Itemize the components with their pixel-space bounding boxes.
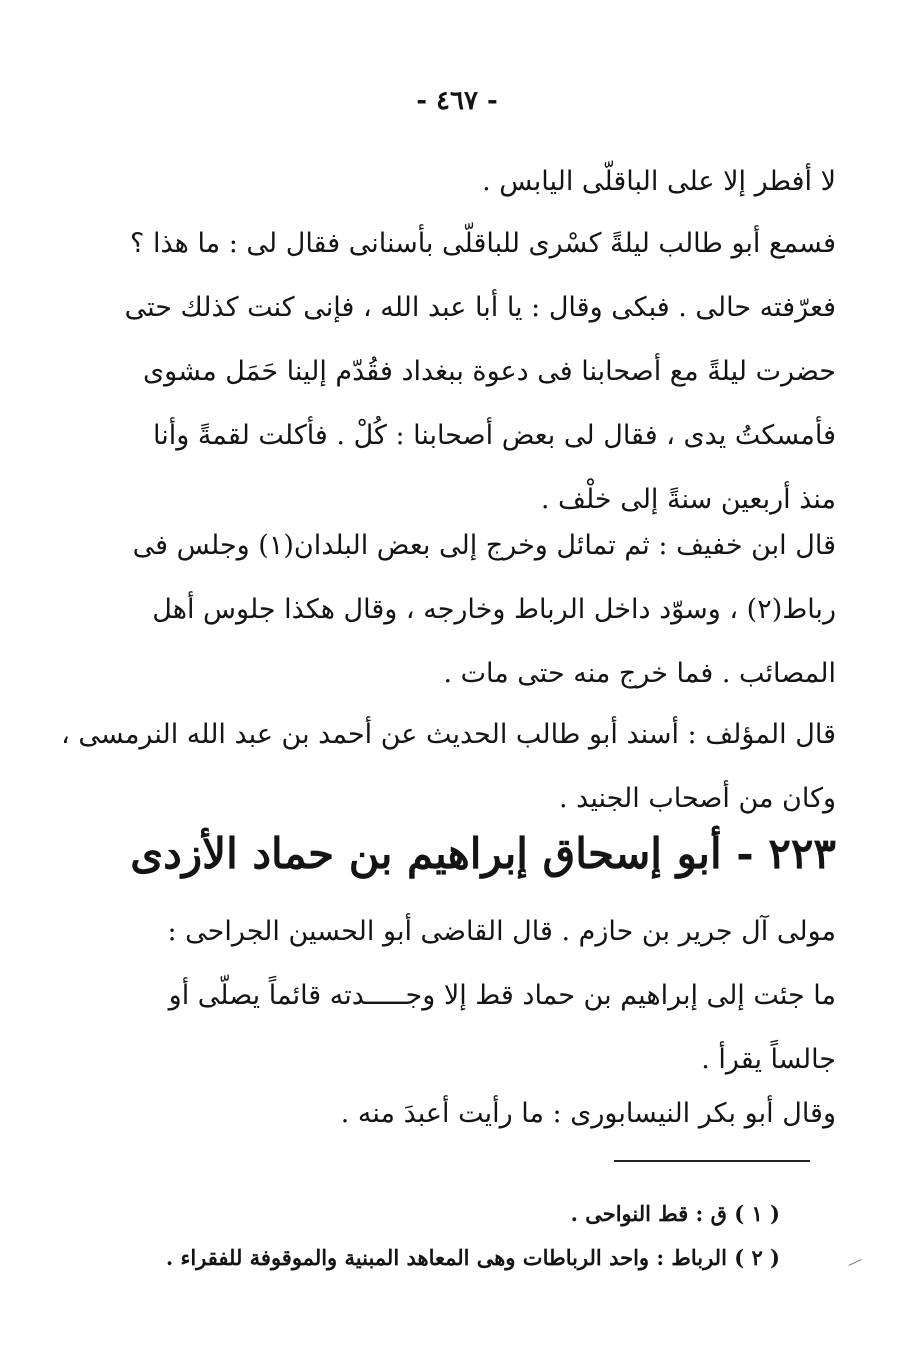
footnote: ( ٢ ) الرباط : واحد الرباطات وهى المعاهد المبنية والموقوفة للفقراء . (165, 1245, 780, 1270)
text-line: فعرّفته حالى . فبكى وقال : يا أبا عبد الله ، فإنى كنت كذلك حتى (124, 292, 836, 323)
text-line: المصائب . فما خرج منه حتى مات . (443, 658, 836, 689)
paragraph (160, 900, 836, 1092)
scan-mark (848, 1259, 861, 1266)
text-line: جالساً يقرأ . (701, 1044, 836, 1075)
text-line: قال المؤلف : أسند أبو طالب الحديث عن أحمد بن عبد الله النرمسى ، (61, 719, 836, 750)
text-line: منذ أربعين سنةً إلى خلْف . (540, 484, 836, 515)
text-line: فأمسكتُ يدى ، فقال لى بعض أصحابنا : كُلْ . فأكلت لقمةً وأنا (152, 420, 836, 451)
paragraph (61, 703, 836, 831)
footnotes (165, 1192, 780, 1280)
text-line: لا أفطر إلا على الباقلّى اليابس . (482, 166, 836, 197)
text-line: مولى آل جرير بن حازم . قال القاضى أبو الحسين الجراحى : (167, 916, 836, 947)
text-line: ما جئت إلى إبراهيم بن حماد قط إلا وجـــــدته قائماً يصلّى أو (168, 980, 836, 1011)
paragraph (124, 212, 836, 532)
paragraph (132, 514, 836, 706)
page-number: - ٤٦٧ - (416, 86, 498, 116)
text-line: قال ابن خفيف : ثم تمائل وخرج إلى بعض البلدان(١) وجلس فى (132, 530, 836, 561)
paragraph (160, 150, 836, 214)
text-line: وقال أبو بكر النيسابورى : ما رأيت أعبدَ منه . (340, 1098, 836, 1129)
text-line: حضرت ليلةً مع أصحابنا فى دعوة ببغداد فقُدّم إلينا حَمَل مشوى (143, 356, 836, 387)
text-line: فسمع أبو طالب ليلةً كسْرى للباقلّى بأسنانى فقال لى : ما هذا ؟ (130, 228, 836, 259)
text-line: رباط(٢) ، وسوّد داخل الرباط وخارجه ، وقال هكذا جلوس أهل (152, 594, 836, 625)
footnote: ( ١ ) ق : قط النواحى . (570, 1201, 780, 1226)
paragraph (160, 1082, 836, 1146)
footnote-separator (614, 1160, 810, 1162)
entry-heading: ٢٢٣ - أبو إسحاق إبراهيم بن حماد الأزدى (130, 829, 836, 878)
text-line: وكان من أصحاب الجنيد . (558, 783, 836, 814)
